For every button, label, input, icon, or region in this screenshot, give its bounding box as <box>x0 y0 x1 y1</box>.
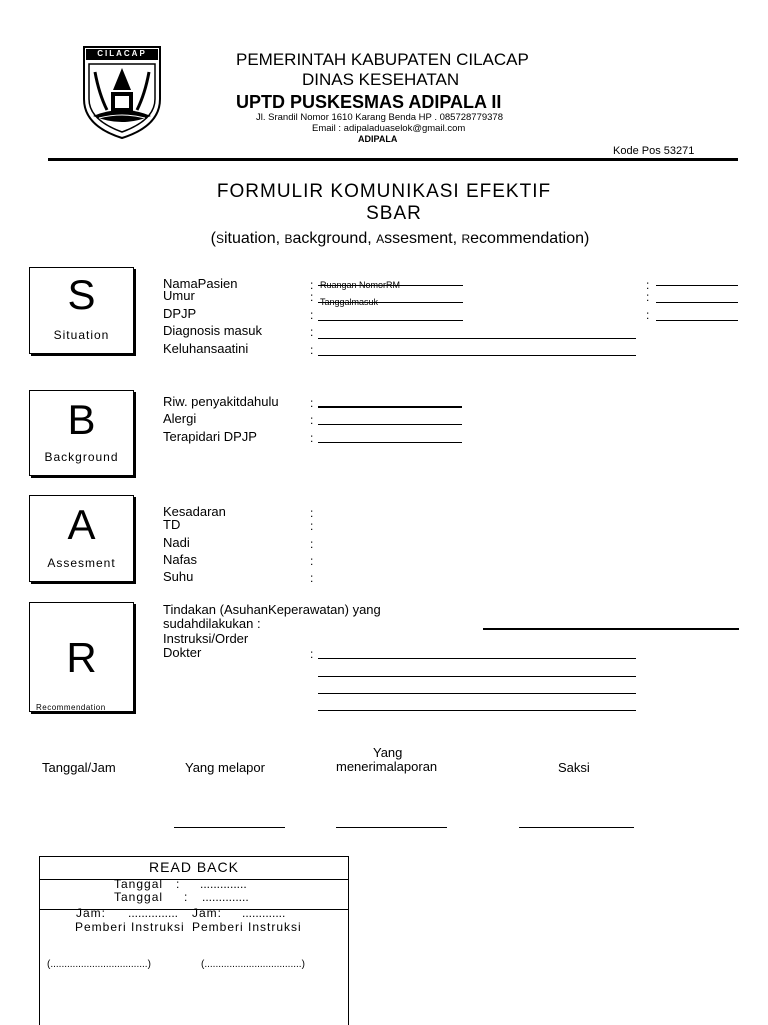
field-td: TD <box>163 517 181 532</box>
field-dpjp: DPJP <box>163 306 197 321</box>
field-kesadaran: Kesadaran <box>163 504 226 519</box>
sig-tanggal-jam: Tanggal/Jam <box>42 760 116 775</box>
logo-text: CILACAP <box>97 49 147 58</box>
b-letter: B <box>67 396 96 443</box>
field-terapi: Terapidari DPJP <box>163 429 257 444</box>
sig-yang: Yang <box>373 745 403 760</box>
header-line2: DINAS KESEHATAN <box>302 70 460 89</box>
r-box <box>29 602 134 712</box>
rb-pemberi1: Pemberi Instruksi <box>75 920 185 934</box>
a-caption: Assesment <box>47 556 116 570</box>
field-nama-pasien: NamaPasien <box>163 276 238 291</box>
postal-code: Kode Pos 53271 <box>613 145 695 157</box>
field-umur: Umur <box>163 288 195 303</box>
b-caption: Background <box>44 450 119 464</box>
a-box <box>29 495 134 582</box>
field-dokter: Dokter <box>163 645 202 660</box>
b-box <box>29 390 134 476</box>
s-box <box>29 267 134 354</box>
header-address: Jl. Srandil Nomor 1610 Karang Benda HP . 085728779378 <box>256 112 503 123</box>
rb-tanggal1: Tanggal <box>114 877 164 891</box>
header-email: Email : adipaladuaselok@gmail.com <box>312 123 466 134</box>
field-sudah-dilakukan: sudahdilakukan : <box>163 616 261 631</box>
field-alergi: Alergi <box>163 411 197 426</box>
header-rule <box>48 158 738 161</box>
rb-sign2: (...................................) <box>201 959 305 970</box>
r-caption: Recommendation <box>36 703 106 712</box>
field-keluhan: Keluhansaatini <box>163 341 249 356</box>
form-title-line1: FORMULIR KOMUNIKASI EFEKTIF <box>216 181 552 202</box>
field-suhu: Suhu <box>163 569 194 584</box>
rb-jam1: Jam: <box>76 906 107 920</box>
header-line1: PEMERINTAH KABUPATEN CILACAP <box>236 50 529 69</box>
rb-tanggal2: Tanggal <box>114 890 164 904</box>
s-caption: Situation <box>53 328 110 342</box>
header-line3: UPTD PUSKESMAS ADIPALA II <box>236 92 502 112</box>
field-nafas: Nafas <box>163 552 197 567</box>
sig-saksi: Saksi <box>558 760 590 775</box>
s-letter: S <box>67 271 96 318</box>
rb-sign1: (...................................) <box>47 959 151 970</box>
field-diagnosis: Diagnosis masuk <box>163 323 262 338</box>
rb-pemberi2: Pemberi Instruksi <box>192 920 302 934</box>
field-tanggal-masuk: Tanggalmasuk <box>320 297 379 307</box>
rb-jam2: Jam: <box>192 906 223 920</box>
r-letter: R <box>66 634 97 681</box>
read-back-title: READ BACK <box>149 859 239 875</box>
sig-yang-melapor: Yang melapor <box>185 760 265 775</box>
form-title-line2: SBAR <box>366 203 422 224</box>
field-riwayat: Riw. penyakitdahulu <box>163 394 279 409</box>
sig-menerima: menerimalaporan <box>336 759 438 774</box>
field-instruksi: Instruksi/Order <box>163 631 249 646</box>
header-city: ADIPALA <box>358 134 398 144</box>
read-back-box <box>39 856 349 1025</box>
field-nadi: Nadi <box>163 535 190 550</box>
a-letter: A <box>67 501 96 548</box>
logo <box>81 44 163 140</box>
cilacap-emblem-icon <box>81 44 163 140</box>
form-subtitle: (Situation, Background, Assesment, Recommendation) <box>210 230 590 247</box>
field-tindakan: Tindakan (AsuhanKeperawatan) yang <box>163 602 381 617</box>
field-ruangan: Ruangan NomorRM <box>320 280 401 290</box>
